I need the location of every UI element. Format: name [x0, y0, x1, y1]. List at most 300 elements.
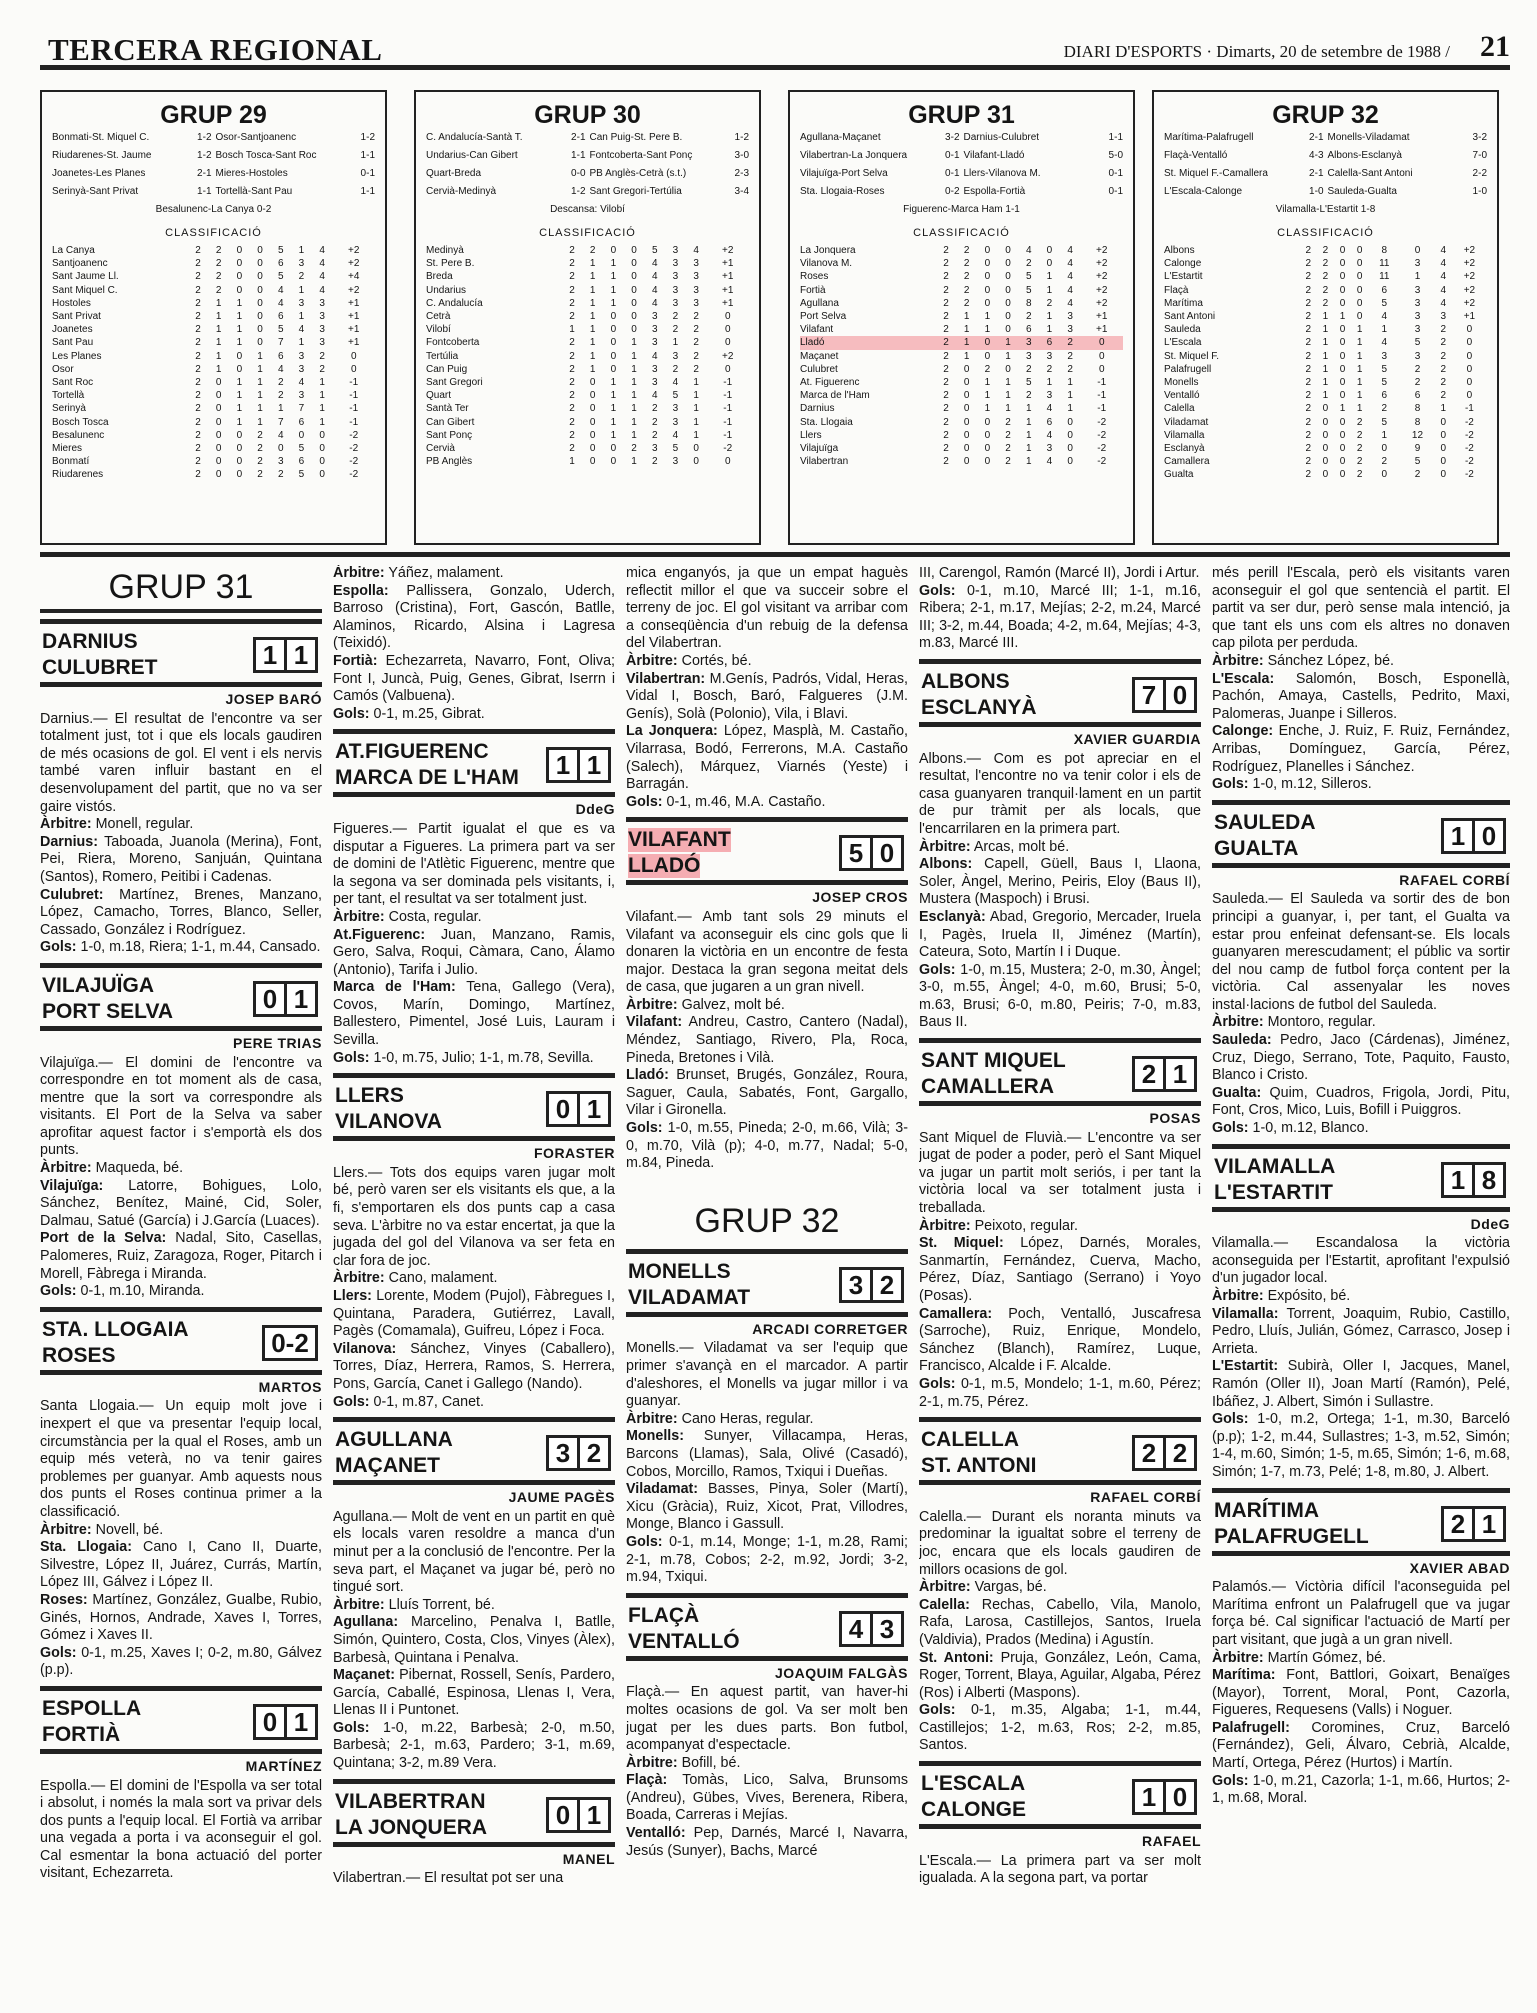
stat-cell: 2: [215, 245, 222, 256]
stat-cell: 2: [1305, 284, 1312, 296]
match-report: Agullana.— Molt de vent en un partit en què els locals varen resoldre a manca d'un minut per a la conclusió de l'encontre. Per la seva part, el Maçanet va jugar bé, però no tingué sort.: [333, 1508, 615, 1596]
stat-cell: 2: [1305, 429, 1312, 441]
standings-row: [52, 468, 375, 481]
score-box: [1444, 818, 1506, 854]
home-lineup-text: Marcelino, Penalva I, Batlle, Simón, Quintero, Costa, Clos, Vinyes (Àlex), Barbesà, Quintana i Penalva.: [333, 1614, 615, 1666]
goals-label: Gols:: [333, 1049, 370, 1066]
standings-row: [1164, 350, 1487, 363]
stat-cell: 4: [1046, 429, 1053, 441]
stat-cell: 0: [1339, 363, 1346, 375]
stat-cell: +2: [1463, 258, 1476, 270]
stat-cell: 2: [195, 324, 201, 336]
away-score: 3: [870, 1611, 904, 1647]
away-score: 0: [1472, 818, 1506, 854]
stat-cell: 1: [589, 297, 596, 309]
score-box: [256, 637, 318, 673]
stat-cell: 2: [1440, 377, 1446, 389]
stat-cell: 0: [1339, 258, 1346, 270]
standings-row: [426, 336, 749, 349]
stat-cell: 6: [298, 456, 305, 468]
match-header: [40, 619, 322, 687]
referee-line: [626, 1755, 908, 1773]
stat-cell: +1: [1463, 311, 1476, 323]
team-name: Marca de l'Ham: [800, 390, 870, 402]
result-fixture: Albons-Esclanyà: [1327, 150, 1402, 161]
stat-cell: 3: [1414, 324, 1421, 336]
standings-row: [426, 376, 749, 389]
standings-row: [426, 363, 749, 376]
stat-cell: 6: [277, 350, 284, 362]
stat-cell: 6: [1025, 324, 1032, 336]
match-figuerenc-marca-ham: [333, 729, 615, 1067]
home-score: 0: [546, 1797, 580, 1833]
team-name: L'Escala: [1164, 337, 1202, 349]
stat-cell: 2: [1305, 245, 1312, 256]
home-lineup-text: Latorre, Bohigues, Lolo, Sánchez, Benítez, Mainé, Cid, Soler, Dalmau, Satué (García) i J.García (Luaces).: [40, 1177, 322, 1229]
home-lineup-line: [626, 1772, 908, 1825]
home-team: SANT MIQUEL: [921, 1049, 1066, 1073]
stat-cell: 1: [693, 377, 699, 389]
stat-cell: 0: [1322, 456, 1329, 468]
stat-cell: 1: [215, 337, 222, 349]
group-title: GRUP 31: [908, 101, 1015, 129]
match-header: [1212, 1488, 1510, 1556]
match-header: [919, 1761, 1201, 1829]
stat-cell: 4: [1381, 311, 1388, 323]
stat-cell: 3: [651, 324, 658, 336]
home-lineup-label: Calella:: [919, 1596, 970, 1613]
stat-cell: 3: [672, 284, 679, 296]
stat-cell: 1: [1046, 324, 1053, 336]
stat-cell: 0: [963, 443, 970, 455]
stat-cell: 2: [693, 363, 699, 375]
home-lineup-line: [626, 1014, 908, 1067]
stat-cell: 1: [236, 324, 243, 336]
stat-cell: 0: [724, 324, 731, 336]
stat-cell: -1: [723, 403, 733, 415]
stat-cell: 1: [610, 258, 617, 270]
stat-cell: 2: [1025, 258, 1032, 270]
referee-text: Vargas, bé.: [970, 1579, 1047, 1596]
referee-text: Expósito, bé.: [1263, 1288, 1351, 1304]
standings-row: [1164, 244, 1487, 257]
team-name: Fontcoberta: [426, 337, 480, 349]
stat-cell: 2: [195, 271, 201, 283]
stat-cell: -1: [723, 390, 733, 402]
away-lineup-line: [626, 1067, 908, 1120]
stat-cell: 2: [195, 429, 201, 441]
stat-cell: 3: [298, 390, 305, 402]
stat-cell: 0: [215, 456, 222, 468]
standings-row: [52, 336, 375, 349]
home-lineup-label: Sauleda:: [1212, 1032, 1272, 1049]
stat-cell: 1: [610, 416, 617, 428]
away-lineup-label: La Jonquera:: [626, 723, 718, 740]
stat-cell: 3: [1414, 284, 1421, 296]
match-report: Darnius.— El resultat de l'encontre va ser totalment just, tot i que els locals gaudiren de més ocasions de gol. El vent i els nervis també varen influir bastant en el desenvolupament del partit, que no va ser gaire vistós.: [40, 710, 322, 815]
result-fixture: Sta. Llogaia-Roses: [800, 186, 885, 197]
stat-cell: 4: [277, 297, 284, 309]
stat-cell: 1: [1356, 390, 1363, 402]
result-fixture: Monells-Viladamat: [1327, 132, 1410, 143]
stat-cell: 0: [236, 469, 243, 481]
away-lineup-text: Coromines, Cruz, Barceló (Fernández), Geli, Álvaro, Cebrià, Alcalde, Martí, Ortega, Pérez (Hurtos) i Martín.: [1212, 1719, 1510, 1772]
away-lineup-label: L'Estartit:: [1212, 1358, 1279, 1375]
standings-row: [800, 310, 1123, 323]
score-box: [1444, 1506, 1506, 1542]
stat-cell: 2: [257, 469, 263, 481]
stat-cell: 5: [1025, 284, 1032, 296]
result-fixture: Riudarenes-St. Jaume: [52, 150, 152, 161]
stat-cell: 1: [1440, 403, 1446, 415]
stat-cell: 4: [1025, 245, 1032, 256]
referee-line: [40, 816, 322, 834]
stat-cell: 1: [298, 311, 305, 323]
stat-cell: 1: [631, 456, 637, 468]
stat-cell: 3: [319, 337, 325, 349]
stat-cell: 1: [1322, 377, 1329, 389]
team-name: Vilajuïga: [800, 443, 839, 455]
stat-cell: 1: [236, 377, 243, 389]
stat-cell: 1: [589, 311, 596, 323]
home-lineup-label: Vilafant:: [626, 1014, 683, 1031]
away-lineup-text: Nadal, Sito, Casellas, Palomeres, Ruiz, Zaragoza, Roger, Pitarch i Morell, Fàbrega i Miranda.: [40, 1230, 322, 1282]
stat-cell: 4: [1067, 297, 1073, 309]
home-team: MARÍTIMA: [1214, 1498, 1319, 1522]
stat-cell: 1: [1339, 311, 1346, 323]
referee-label: Àrbitre:: [919, 1217, 971, 1234]
stat-cell: 0: [1466, 390, 1473, 402]
standings-row: [426, 389, 749, 402]
home-team: L'ESCALA: [921, 1772, 1026, 1796]
goals-line: [1212, 1411, 1510, 1481]
stat-cell: 0: [1046, 245, 1053, 256]
result-score: 2-2: [1472, 168, 1487, 179]
referee-text: Montoro, regular.: [1263, 1014, 1376, 1031]
goals-label: Gols:: [333, 1719, 370, 1736]
away-score: 1: [1163, 1056, 1197, 1092]
stat-cell: 0: [724, 311, 731, 323]
stat-cell: 3: [672, 271, 679, 283]
stat-cell: 2: [1440, 350, 1446, 362]
away-lineup-line: [626, 1481, 908, 1534]
stat-cell: 3: [672, 245, 679, 256]
match-report: Sauleda.— El Sauleda va sortir des de bon principi a guanyar, i, per tant, el Gualta va estar prou enfeinat defensant-se. Els locals guanyaren merescudament; el públic va sortir del nou camp de futbol força content per la victòria. Cal assenyalar les noves instal·lacions de futbol del Sauleda.: [1212, 891, 1510, 1013]
stat-cell: 0: [236, 363, 243, 375]
stat-cell: 0: [1322, 429, 1329, 441]
stat-cell: 0: [724, 456, 731, 468]
group-32-box: [1152, 90, 1499, 545]
stat-cell: 6: [298, 416, 305, 428]
match-report: Palamós.— Victòria difícil l'aconseguida pel Marítima enfront un Palafrugell que va jugar força bé. Cal significar l'actuació de Martí per part visitant, que jugà a un gran nivell.: [1212, 1579, 1510, 1648]
result-score: 1-1: [571, 150, 586, 161]
home-score: 0: [253, 981, 287, 1017]
stat-cell: 2: [195, 469, 201, 481]
standings-row: [52, 297, 375, 310]
match-report: Albons.— Com es pot apreciar en el resultat, l'encontre no va tenir color i els de casa guanyaren tranquil·lament en un partit de pur tràmit per als locals, que l'encarrilaren en la primera part.: [919, 750, 1201, 837]
home-score: 7: [1132, 677, 1166, 713]
stat-cell: 2: [963, 245, 970, 256]
stat-cell: 2: [1356, 429, 1363, 441]
stat-cell: +1: [722, 284, 734, 296]
stat-cell: 2: [693, 324, 699, 336]
home-lineup-text: Tomàs, Lico, Salva, Brunsoms (Andreu), Gübes, Vives, Berenera, Ribera, Boada, Carreras i Mejías.: [626, 1772, 908, 1824]
stat-cell: 0: [1356, 245, 1363, 256]
home-lineup-line: [333, 1614, 615, 1667]
stat-cell: 1: [236, 297, 243, 309]
home-lineup-line: [40, 1178, 322, 1231]
team-name: Tertúlia: [426, 350, 459, 362]
section-divider: [40, 552, 1510, 557]
result-score: 3-0: [734, 150, 749, 161]
stat-cell: 3: [1067, 311, 1073, 323]
result-score: 0-1: [1108, 186, 1123, 197]
goals-text: 1-0, m.75, Julio; 1-1, m.78, Sevilla.: [369, 1049, 594, 1066]
away-lineup-text: Basses, Pinya, Soler (Martí), Xicu (Gràcia), Ruiz, Xicot, Prat, Villodres, Monge, Blanco i Gassull.: [626, 1481, 908, 1533]
home-lineup-line: [333, 1288, 615, 1341]
stat-cell: 4: [319, 271, 325, 283]
result-score: 0-1: [360, 168, 375, 179]
result-score: 5-0: [1108, 150, 1123, 161]
stat-cell: 1: [984, 377, 991, 389]
score-box: [1135, 1435, 1197, 1471]
home-lineup-label: L'Escala:: [1212, 670, 1275, 687]
stat-cell: +2: [1463, 297, 1476, 309]
away-lineup-text: Tena, Gallego (Vera), Covos, Marín, Domingo, Martínez, Ballestero, Pimentel, José Luis, Lauram i Sevilla.: [333, 979, 615, 1049]
away-lineup-text: Poch, Ventalló, Juscafresa (Sarroche), Ruiz, Enrique, Mondelo, Sánchez (Blanch), Ramírez, Luque, Francisco, Alcalde i F. Alcalde.: [919, 1305, 1201, 1375]
stat-cell: 3: [298, 297, 305, 309]
stat-cell: 2: [298, 271, 305, 283]
stat-cell: 0: [1440, 416, 1446, 428]
stat-cell: 1: [236, 311, 243, 323]
team-name: Santà Ter: [426, 403, 469, 415]
stat-cell: -1: [723, 416, 733, 428]
away-score: 1: [577, 1797, 611, 1833]
stat-cell: 4: [1067, 284, 1073, 296]
result-fixture: Mieres-Hostoles: [215, 168, 288, 179]
stat-cell: 2: [1381, 403, 1388, 415]
team-name: Sant Pau: [52, 337, 94, 349]
away-lineup-label: Gualta:: [1212, 1084, 1262, 1101]
stat-cell: -2: [349, 429, 359, 441]
team-name: Besalunenc: [52, 429, 105, 441]
stat-cell: 0: [1466, 377, 1473, 389]
goals-text: 1-0, m.55, Pineda; 2-0, m.66, Vilà; 3-0, m.70, Vilà (p); 4-0, m.77, Nadal; 5-0, m.84, Pineda.: [626, 1120, 908, 1172]
stat-cell: 1: [569, 324, 575, 336]
stat-cell: +2: [1096, 245, 1108, 256]
stat-cell: 0: [236, 350, 243, 362]
away-lineup-text: Quim, Cuadros, Frigola, Jordi, Pitu, Font, Cros, Mico, Luis, Bofill i Puiggros.: [1212, 1084, 1510, 1119]
home-score: 1: [1132, 1779, 1166, 1815]
classification-label: CLASSIFICACIÓ: [165, 227, 262, 239]
stat-cell: 2: [1046, 297, 1053, 309]
home-team: FLAÇÀ: [628, 1603, 700, 1627]
result-fixture: Flaçà-Ventalló: [1164, 150, 1228, 161]
goals-line: [333, 1394, 615, 1412]
standings-row: [1164, 468, 1487, 481]
column-1: [40, 565, 322, 2010]
stat-cell: 2: [589, 245, 596, 256]
stat-cell: 4: [672, 377, 679, 389]
stat-cell: -2: [1464, 469, 1474, 481]
away-lineup-text: López, Masplà, M. Castaño, Vilarrasa, Bodó, Ferrerons, M.A. Castaño (Salech), Márquez, Viarnés (Yeste) i Barragán.: [626, 723, 908, 793]
stat-cell: 0: [257, 337, 263, 349]
author-byline: DdeG: [1470, 1215, 1510, 1232]
away-lineup-text: Brunset, Brugés, González, Roura, Saguer, Caula, Sabatés, Font, Gargallo, Vilar i Gironella.: [626, 1067, 908, 1119]
stat-cell: 2: [1305, 390, 1312, 402]
home-lineup-text: López, Darnés, Morales, Sanmartín, Fernández, Cuerva, Macho, Pérez, Díaz, Santiago (Serrano) i Yoyo (Posas).: [919, 1235, 1201, 1304]
stat-cell: 3: [672, 456, 679, 468]
stat-cell: 0: [1322, 469, 1329, 481]
referee-line: [1212, 1014, 1510, 1032]
stat-cell: 9: [1414, 443, 1421, 455]
stat-cell: 0: [1356, 284, 1363, 296]
referee-line: [333, 909, 615, 927]
home-team: ESPOLLA: [42, 1696, 142, 1720]
referee-label: Àrbitre:: [40, 816, 92, 833]
score-box: [256, 981, 318, 1017]
stat-cell: 2: [215, 284, 222, 296]
stat-cell: 0: [1005, 284, 1011, 296]
team-name: Sant Gregori: [426, 377, 483, 389]
stat-cell: 0: [1466, 324, 1473, 336]
stat-cell: 2: [1305, 363, 1312, 375]
stat-cell: 0: [589, 403, 596, 415]
group-32-heading: GRUP 32: [694, 1201, 840, 1240]
referee-label: Àrbitre:: [626, 996, 678, 1013]
goals-text: 1-0, m.12, Blanco.: [1248, 1120, 1369, 1137]
stat-cell: 2: [1305, 258, 1312, 270]
away-team: FORTIÀ: [42, 1722, 121, 1746]
stat-cell: 0: [963, 456, 970, 468]
team-name: Fortià: [800, 284, 826, 296]
away-lineup-line: [333, 1341, 615, 1394]
team-name: Hostoles: [52, 297, 91, 309]
stat-cell: 2: [943, 403, 949, 415]
stat-cell: 2: [1305, 416, 1312, 428]
away-lineup-label: Fortià:: [333, 652, 378, 669]
stat-cell: 6: [1381, 284, 1388, 296]
stat-cell: 0: [1339, 390, 1346, 402]
stat-cell: 2: [1025, 311, 1032, 323]
stat-cell: 0: [1005, 297, 1011, 309]
stat-cell: -2: [1097, 443, 1107, 455]
standings-row: [426, 350, 749, 363]
stat-cell: 1: [1046, 271, 1053, 283]
stat-cell: -2: [1464, 429, 1474, 441]
stat-cell: 3: [693, 284, 699, 296]
stat-cell: 1: [1356, 324, 1363, 336]
team-name: Cetrà: [426, 311, 451, 323]
stat-cell: 0: [1005, 245, 1011, 256]
team-name: Calonge: [1164, 258, 1202, 270]
goals-text: 1-0, m.18, Riera; 1-1, m.44, Cansado.: [76, 939, 321, 956]
stat-cell: 5: [1381, 297, 1388, 309]
stat-cell: 2: [215, 258, 222, 270]
home-lineup-line: [1212, 1032, 1510, 1085]
goals-text: 1-0, m.22, Barbesà; 2-0, m.50, Barbesà; 2-1, m.63, Pardero; 3-1, m.69, Quintana; 3-2, m.89 Vera.: [333, 1719, 615, 1772]
stat-cell: 2: [569, 337, 575, 349]
home-lineup-text: Juan, Manzano, Ramis, Gero, Salva, Roqui, Càmara, Cano, Álamo (Antonio), Tarifa i Julio.: [333, 926, 615, 978]
home-lineup-label: Albons:: [919, 856, 973, 873]
stat-cell: 1: [236, 337, 243, 349]
stat-cell: 0: [589, 456, 596, 468]
stat-cell: -2: [1464, 416, 1474, 428]
stat-cell: 0: [298, 429, 305, 441]
classification-label: CLASSIFICACIÓ: [913, 227, 1010, 239]
team-name: Flaçà: [1164, 284, 1189, 296]
goals-label: Gols:: [40, 1644, 77, 1661]
home-team: CALELLA: [921, 1428, 1019, 1452]
stat-cell: 2: [569, 377, 575, 389]
referee-text: Arcas, molt bé.: [970, 838, 1070, 855]
home-lineup-line: [40, 834, 322, 887]
referee-label: Àrbitre:: [919, 1579, 971, 1596]
team-name: La Canya: [52, 245, 95, 256]
stat-cell: 0: [350, 363, 357, 375]
result-fixture: Vilabertran-La Jonquera: [800, 150, 908, 161]
match-vilamalla-lestartit: [1212, 1144, 1510, 1482]
team-name: St. Pere B.: [426, 258, 475, 270]
stat-cell: 0: [1322, 443, 1329, 455]
stat-cell: 5: [277, 245, 284, 256]
stat-cell: 0: [631, 324, 637, 336]
column-5: [1212, 565, 1510, 2010]
away-lineup-label: Calonge:: [1212, 723, 1274, 740]
stat-cell: 0: [1356, 258, 1363, 270]
stat-cell: -2: [349, 456, 359, 468]
score-box: [842, 1267, 904, 1303]
stat-cell: 1: [277, 403, 284, 415]
stat-cell: 0: [724, 363, 731, 375]
stat-cell: 0: [1466, 350, 1473, 362]
stat-cell: +2: [722, 245, 734, 256]
stat-cell: 2: [195, 245, 201, 256]
stat-cell: 6: [277, 258, 284, 270]
stat-cell: 2: [1322, 297, 1329, 309]
stat-cell: 0: [984, 416, 991, 428]
column-3: [626, 565, 908, 2010]
result-score: 2-3: [734, 168, 749, 179]
stat-cell: 4: [1067, 258, 1073, 270]
author-byline: XAVIER GUARDIA: [1073, 730, 1201, 747]
stat-cell: 1: [298, 284, 305, 296]
column-4: [919, 565, 1201, 2010]
team-name: Ventalló: [1164, 390, 1200, 402]
stat-cell: 0: [1322, 403, 1329, 415]
home-lineup-text: Sunyer, Villacampa, Heras, Barcons (Llamas), Sala, Olivé (Casadó), Cobos, Morcillo, Ramos, Txiqui i Dueñas.: [626, 1428, 908, 1480]
stat-cell: 2: [195, 377, 201, 389]
stat-cell: 0: [610, 311, 617, 323]
referee-line: [1212, 1288, 1510, 1306]
publication-date: DIARI D'ESPORTS · Dimarts, 20 de setembre de 1988 /: [1063, 42, 1450, 61]
stat-cell: +1: [348, 337, 360, 349]
team-name: Tortellà: [52, 390, 85, 402]
stat-cell: 0: [257, 324, 263, 336]
match-header: [1212, 800, 1510, 868]
standings-row: [1164, 429, 1487, 442]
stat-cell: 1: [984, 390, 991, 402]
referee-line: [919, 839, 1201, 857]
referee-label: Àrbitre:: [333, 1596, 385, 1613]
author-byline: PERE TRIAS: [232, 1034, 322, 1051]
match-report: mica enganyós, ja que un empat haguès reflectit millor el que va succeir sobre el terreny de joc. El gol visitant va arribar com a conseqüència d'un rebuig de la defensa del Vilabertran.: [626, 565, 908, 652]
stat-cell: 12: [1411, 429, 1424, 441]
stat-cell: 1: [956, 336, 977, 349]
home-lineup-label: Monells:: [626, 1428, 684, 1445]
standings-row: [1164, 376, 1487, 389]
stat-cell: 3: [1046, 443, 1053, 455]
